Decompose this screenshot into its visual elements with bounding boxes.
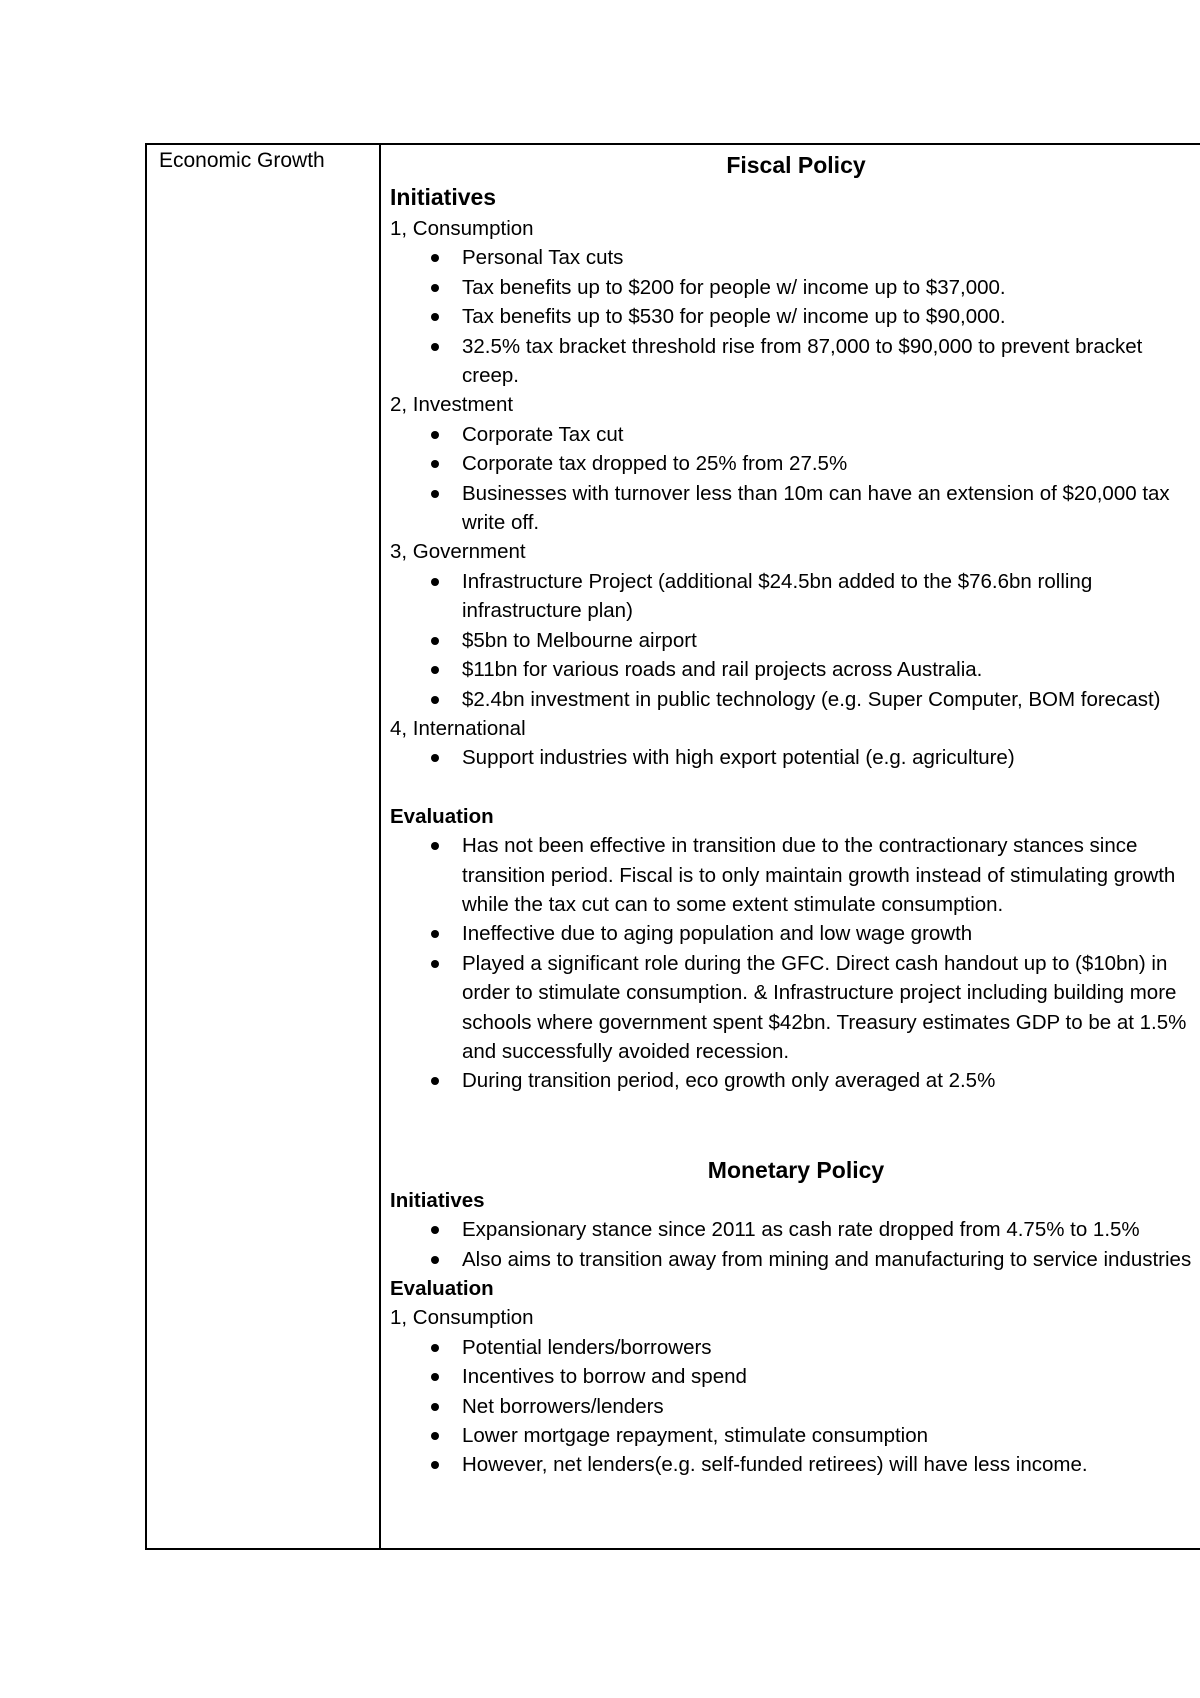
bullet-icon — [431, 578, 439, 586]
list-item: Corporate Tax cut — [390, 420, 1200, 449]
bullet-icon — [431, 1077, 439, 1085]
group-heading: 3, Government — [390, 540, 526, 564]
list-item: Personal Tax cuts — [390, 243, 1200, 272]
bullet-icon — [431, 1344, 439, 1352]
bullet-icon — [431, 1432, 439, 1440]
list-item: $11bn for various roads and rail projects across Australia. — [390, 655, 1200, 684]
list-item: Ineffective due to aging population and low wage growth — [390, 919, 1200, 948]
policy-table — [145, 143, 1200, 1550]
bullet-icon — [431, 284, 439, 292]
bullet-list — [390, 420, 1200, 538]
bullet-list — [390, 567, 1200, 714]
topic-cell: Economic Growth — [159, 149, 325, 172]
bullet-icon — [431, 254, 439, 262]
group-heading: 4, International — [390, 716, 526, 740]
content-cell — [390, 149, 1200, 1480]
fiscal-policy-title: Fiscal Policy — [726, 152, 866, 178]
list-item: Has not been effective in transition due to the contractionary stances since transition period. Fiscal is to only maintain growth instead of stimulating growth while the tax cut can to some extent stimulate consumption. — [390, 831, 1200, 919]
list-item: Support industries with high export potential (e.g. agriculture) — [390, 743, 1200, 772]
bullet-icon — [431, 842, 439, 850]
group-heading: 2, Investment — [390, 393, 514, 417]
bullet-icon — [431, 960, 439, 968]
group-heading: 1, Consumption — [390, 1306, 534, 1330]
group-heading: 1, Consumption — [390, 217, 534, 240]
list-item: 32.5% tax bracket threshold rise from 87,000 to $90,000 to prevent bracket creep. — [390, 332, 1200, 391]
bullet-icon — [431, 1461, 439, 1469]
bullet-icon — [431, 1226, 439, 1234]
list-item: Corporate tax dropped to 25% from 27.5% — [390, 449, 1200, 478]
spacer — [390, 773, 1200, 802]
list-item: Net borrowers/lenders — [390, 1392, 1200, 1421]
bullet-list — [390, 743, 1200, 772]
bullet-icon — [431, 313, 439, 321]
monetary-initiatives-heading: Initiatives — [390, 1188, 485, 1212]
list-item: Tax benefits up to $200 for people w/ income up to $37,000. — [390, 273, 1200, 302]
column-divider — [379, 145, 381, 1548]
bullet-list — [390, 243, 1200, 390]
list-item: Incentives to borrow and spend — [390, 1362, 1200, 1391]
bullet-icon — [431, 696, 439, 704]
spacer — [390, 1096, 1200, 1154]
bullet-icon — [431, 754, 439, 762]
list-item: However, net lenders(e.g. self-funded retirees) will have less income. — [390, 1450, 1200, 1479]
bullet-icon — [431, 637, 439, 645]
bullet-list — [390, 1333, 1200, 1480]
bullet-icon — [431, 1373, 439, 1381]
bullet-icon — [431, 1256, 439, 1264]
fiscal-initiatives-heading: Initiatives — [390, 184, 497, 210]
bullet-icon — [431, 431, 439, 439]
list-item: Expansionary stance since 2011 as cash rate dropped from 4.75% to 1.5% — [390, 1215, 1200, 1244]
fiscal-evaluation-heading: Evaluation — [390, 804, 494, 828]
list-item: Potential lenders/borrowers — [390, 1333, 1200, 1362]
bullet-list — [390, 831, 1200, 1096]
list-item: Played a significant role during the GFC. Direct cash handout up to ($10bn) in order to stimulate consumption. & Infrastructure project including building more schools where government spent $42bn. Treasury estimates GDP to be at 1.5% and successfully avoided recession. — [390, 949, 1200, 1067]
list-item: Lower mortgage repayment, stimulate consumption — [390, 1421, 1200, 1450]
bullet-icon — [431, 460, 439, 468]
list-item: Businesses with turnover less than 10m can have an extension of $20,000 tax write off. — [390, 479, 1200, 538]
bullet-icon — [431, 666, 439, 674]
bullet-icon — [431, 343, 439, 351]
list-item: Also aims to transition away from mining and manufacturing to service industries — [390, 1245, 1200, 1274]
bullet-icon — [431, 930, 439, 938]
monetary-evaluation-heading: Evaluation — [390, 1277, 494, 1300]
bullet-icon — [431, 1403, 439, 1411]
list-item: $2.4bn investment in public technology (e.g. Super Computer, BOM forecast) — [390, 685, 1200, 714]
list-item: During transition period, eco growth only averaged at 2.5% — [390, 1066, 1200, 1095]
list-item: $5bn to Melbourne airport — [390, 626, 1200, 655]
bullet-list — [390, 1215, 1200, 1274]
bullet-icon — [431, 490, 439, 498]
monetary-policy-title: Monetary Policy — [707, 1156, 885, 1183]
list-item: Infrastructure Project (additional $24.5bn added to the $76.6bn rolling infrastructure plan) — [390, 567, 1200, 626]
list-item: Tax benefits up to $530 for people w/ income up to $90,000. — [390, 302, 1200, 331]
